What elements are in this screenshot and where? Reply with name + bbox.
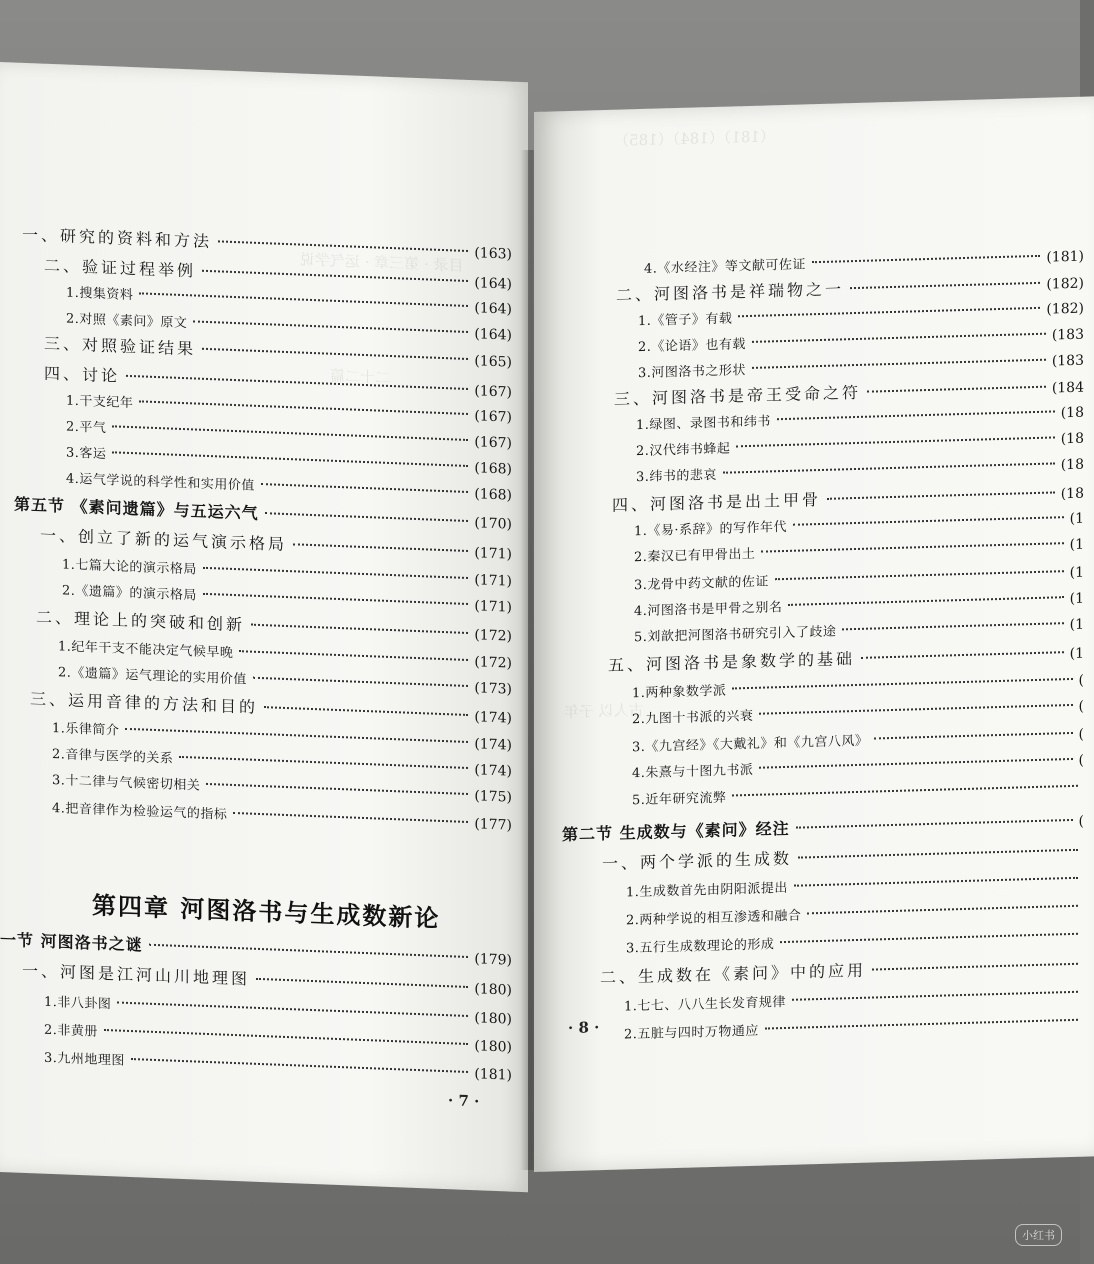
leader-dots <box>206 783 468 795</box>
entry-title: 五、河图洛书是象数学的基础 <box>608 649 856 675</box>
leader-dots <box>104 1029 468 1045</box>
entry-page-number: (183 <box>1051 352 1084 370</box>
leader-dots <box>867 386 1046 393</box>
leader-dots <box>239 650 468 661</box>
entry-page-number: (167) <box>474 408 512 426</box>
entry-title: 一、创立了新的运气演示格局 <box>40 525 288 555</box>
leader-dots <box>759 704 1072 715</box>
entry-page-number: (174) <box>474 709 512 727</box>
leader-dots <box>874 732 1072 740</box>
entry-title: 3.客运 <box>66 445 107 463</box>
entry-title: 1.两种象数学派 <box>632 683 727 702</box>
leader-dots <box>265 512 469 522</box>
leader-dots <box>139 292 468 307</box>
leader-dots <box>253 677 468 687</box>
entry-title: 1.《管子》有载 <box>638 311 733 330</box>
leader-dots <box>131 1058 468 1073</box>
entry-page-number: (167) <box>474 383 512 401</box>
entry-page-number: (172) <box>474 654 512 672</box>
entry-page-number: (180) <box>474 1010 512 1028</box>
entry-page-number: (174) <box>474 736 512 754</box>
leader-dots <box>179 756 468 769</box>
entry-page-number: (171) <box>474 545 512 563</box>
entry-page-number: (170) <box>474 515 512 533</box>
leader-dots <box>850 282 1040 289</box>
entry-page-number: (1 <box>1069 564 1084 582</box>
entry-title: 一节 河图洛书之谜 <box>0 930 143 955</box>
entry-page-number: (1 <box>1069 645 1084 663</box>
leader-dots <box>759 758 1072 769</box>
entry-title: 三、河图洛书是帝王受命之符 <box>614 382 862 409</box>
leader-dots <box>732 678 1072 690</box>
entry-title: 二、河图洛书是祥瑞物之一 <box>616 279 845 305</box>
entry-title: 2.汉代纬书蜂起 <box>636 441 731 460</box>
entry-page-number: (175) <box>474 788 512 806</box>
right-toc-entry <box>626 899 1084 932</box>
entry-title: 2.《论语》也有载 <box>638 337 746 356</box>
leader-dots <box>842 622 1063 630</box>
entry-title: 3.河图洛书之形状 <box>638 363 746 382</box>
entry-title: 3.纬书的悲哀 <box>636 467 717 486</box>
entry-page-number: (168) <box>474 486 512 504</box>
right-toc-entry <box>602 841 1084 874</box>
entry-page-number: ( <box>1078 672 1084 689</box>
leader-dots <box>796 819 1073 829</box>
right-toc-entry <box>626 871 1084 904</box>
entry-title: 二、验证过程举例 <box>44 255 197 281</box>
entry-page-number: (182) <box>1046 275 1084 293</box>
leader-dots <box>256 978 468 988</box>
right-toc-entry <box>600 955 1084 989</box>
chapter-heading: 第四章 河图洛书与生成数新论 <box>92 890 441 933</box>
entry-page-number: (1 <box>1069 536 1084 554</box>
entry-title: 4.《水经注》等文献可佐证 <box>644 257 806 277</box>
entry-page-number: ( <box>1078 813 1084 830</box>
leader-dots <box>812 255 1040 263</box>
entry-title: 1.绿图、录图书和纬书 <box>636 414 771 434</box>
entry-title: 三、对照验证结果 <box>44 333 197 359</box>
leader-dots <box>251 624 468 634</box>
leader-dots <box>861 651 1064 659</box>
entry-page-number: (1 <box>1069 590 1084 608</box>
leader-dots <box>792 991 1078 1001</box>
entry-page-number: (180) <box>474 981 512 999</box>
entry-page-number: (167) <box>474 434 512 452</box>
entry-page-number: (18 <box>1060 485 1084 503</box>
page-number-right: · 8 · <box>568 1018 600 1038</box>
entry-title: 2.对照《素问》原文 <box>66 311 188 332</box>
leader-dots <box>112 451 468 467</box>
entry-page-number: (180) <box>474 1038 512 1056</box>
leader-dots <box>780 933 1078 943</box>
entry-title: 2.九图十书派的兴衰 <box>632 708 754 728</box>
entry-page-number: ( <box>1078 726 1084 743</box>
leader-dots <box>736 436 1054 447</box>
right-toc-entry <box>562 811 1084 847</box>
entry-title: 4.河图洛书是甲骨之别名 <box>634 600 783 620</box>
leader-dots <box>112 425 468 441</box>
entry-page-number: (182) <box>1046 300 1084 318</box>
left-page <box>0 62 528 1192</box>
entry-title: 1.干支纪年 <box>66 393 134 412</box>
leader-dots <box>202 348 468 360</box>
leader-dots <box>203 567 468 579</box>
entry-title: 5.刘歆把河图洛书研究引入了歧途 <box>634 624 837 646</box>
entry-page-number: (181) <box>1046 248 1084 266</box>
entry-title: 5.近年研究流弊 <box>632 790 727 809</box>
right-page <box>534 96 1094 1172</box>
leader-dots <box>203 593 468 605</box>
leader-dots <box>218 240 468 252</box>
entry-title: 二、理论上的突破和创新 <box>36 607 246 635</box>
bleed-through-text: 古人以 子年 <box>564 700 644 722</box>
entry-title: 3.九州地理图 <box>44 1050 125 1069</box>
leader-dots <box>752 359 1046 369</box>
right-toc-entry <box>624 1013 1084 1046</box>
leader-dots <box>233 812 468 823</box>
leader-dots <box>777 410 1055 420</box>
bleed-through-text: （181）（184）（185） <box>614 127 775 150</box>
right-toc-entry <box>632 779 1084 812</box>
entry-title: 3.五行生成数理论的形成 <box>626 937 775 957</box>
entry-title: 4.把音律作为检验运气的指标 <box>52 800 228 823</box>
entry-title: 2.音律与医学的关系 <box>52 746 174 767</box>
entry-title: 四、河图洛书是出土甲骨 <box>612 489 822 515</box>
right-toc-entry <box>624 985 1084 1018</box>
entry-page-number: (184 <box>1051 379 1084 397</box>
entry-title: 1.生成数首先由阴阳派提出 <box>626 880 788 901</box>
leader-dots <box>732 785 1078 797</box>
leader-dots <box>775 570 1064 580</box>
entry-title: 2.五脏与四时万物通应 <box>624 1023 759 1043</box>
entry-page-number: (177) <box>474 816 512 834</box>
leader-dots <box>798 849 1078 859</box>
entry-title: 1.纪年干支不能决定气候早晚 <box>58 639 234 661</box>
entry-title: 3.十二律与气候密切相关 <box>52 772 201 794</box>
entry-page-number: (18 <box>1060 430 1084 448</box>
entry-title: 2.《遗篇》的演示格局 <box>62 583 197 604</box>
corner-watermark: 小红书 <box>1015 1224 1062 1246</box>
entry-page-number: (183 <box>1051 326 1084 344</box>
entry-page-number: (171) <box>474 572 512 590</box>
entry-title: 2.平气 <box>66 419 107 437</box>
entry-page-number: (173) <box>474 680 512 698</box>
entry-title: 四、讨论 <box>44 363 121 386</box>
entry-title: 3.《九宫经》《大戴礼》和《九宫八风》 <box>632 733 869 756</box>
bleed-through-text: 二十二篇 <box>330 366 391 387</box>
leader-dots <box>264 706 468 716</box>
entry-title: 4.运气学说的科学性和实用价值 <box>66 471 255 494</box>
entry-title: 二、生成数在《素问》中的应用 <box>600 960 867 988</box>
entry-page-number: (164) <box>474 326 512 344</box>
bleed-through-text: 目录 · 第三章 · 运气学说 <box>300 250 464 275</box>
entry-page-number: (181) <box>474 1066 512 1084</box>
entry-page-number: (168) <box>474 460 512 478</box>
entry-page-number: (164) <box>474 300 512 318</box>
entry-page-number: (179) <box>474 951 512 969</box>
page-number-left: · 7 · <box>448 1091 480 1111</box>
entry-title: 一、两个学派的生成数 <box>602 848 793 874</box>
entry-title: 2.《遗篇》运气理论的实用价值 <box>58 665 247 688</box>
entry-page-number: (18 <box>1060 404 1084 422</box>
entry-title: 2.两种学说的相互渗透和融合 <box>626 908 802 929</box>
entry-page-number: (1 <box>1069 616 1084 634</box>
leader-dots <box>872 963 1078 971</box>
entry-title: 一、河图是江河山川地理图 <box>22 960 251 989</box>
leader-dots <box>125 728 468 743</box>
leader-dots <box>807 905 1078 915</box>
entry-title: 1.乐律简介 <box>52 720 120 739</box>
entry-title: 4.朱熹与十图九书派 <box>632 762 754 782</box>
leader-dots <box>149 944 469 958</box>
entry-page-number: (171) <box>474 598 512 616</box>
entry-page-number: (1 <box>1069 510 1084 528</box>
leader-dots <box>752 333 1046 343</box>
leader-dots <box>794 877 1078 887</box>
entry-page-number: ( <box>1078 752 1084 769</box>
entry-page-number: (164) <box>474 275 512 293</box>
leader-dots <box>202 270 468 282</box>
entry-page-number: (165) <box>474 353 512 371</box>
entry-page-number: ( <box>1078 698 1084 715</box>
leader-dots <box>788 596 1063 606</box>
leader-dots <box>139 400 468 415</box>
leader-dots <box>765 1019 1078 1030</box>
leader-dots <box>723 462 1055 473</box>
entry-title: 1.搜集资料 <box>66 285 134 304</box>
entry-title: 一、研究的资料和方法 <box>22 224 213 252</box>
leader-dots <box>126 375 468 390</box>
leader-dots <box>117 1002 468 1017</box>
entry-title: 1.七篇大论的演示格局 <box>62 557 197 578</box>
leader-dots <box>293 543 468 552</box>
entry-title: 三、运用音律的方法和目的 <box>30 689 259 717</box>
leader-dots <box>193 320 468 333</box>
entry-title: 1.非八卦图 <box>44 994 112 1013</box>
entry-title: 3.龙骨中药文献的佐证 <box>634 574 769 594</box>
entry-page-number: (174) <box>474 762 512 780</box>
right-toc-entry <box>626 927 1084 960</box>
entry-page-number: (18 <box>1060 456 1084 474</box>
entry-title: 2.秦汉已有甲骨出土 <box>634 546 756 566</box>
entry-title: 1.七七、八八生长发育规律 <box>624 994 786 1015</box>
entry-title: 第二节 生成数与《素问》经注 <box>562 818 790 845</box>
entry-page-number: (172) <box>474 627 512 645</box>
leader-dots <box>827 491 1055 499</box>
leader-dots <box>261 483 468 493</box>
entry-title: 1.《易·系辞》的写作年代 <box>634 519 788 540</box>
entry-title: 2.非黄册 <box>44 1022 98 1040</box>
leader-dots <box>738 307 1040 317</box>
leader-dots <box>761 542 1063 552</box>
entry-page-number: (163) <box>474 245 512 263</box>
leader-dots <box>793 516 1064 526</box>
entry-title: 第五节 《素问遗篇》与五运六气 <box>14 494 259 523</box>
